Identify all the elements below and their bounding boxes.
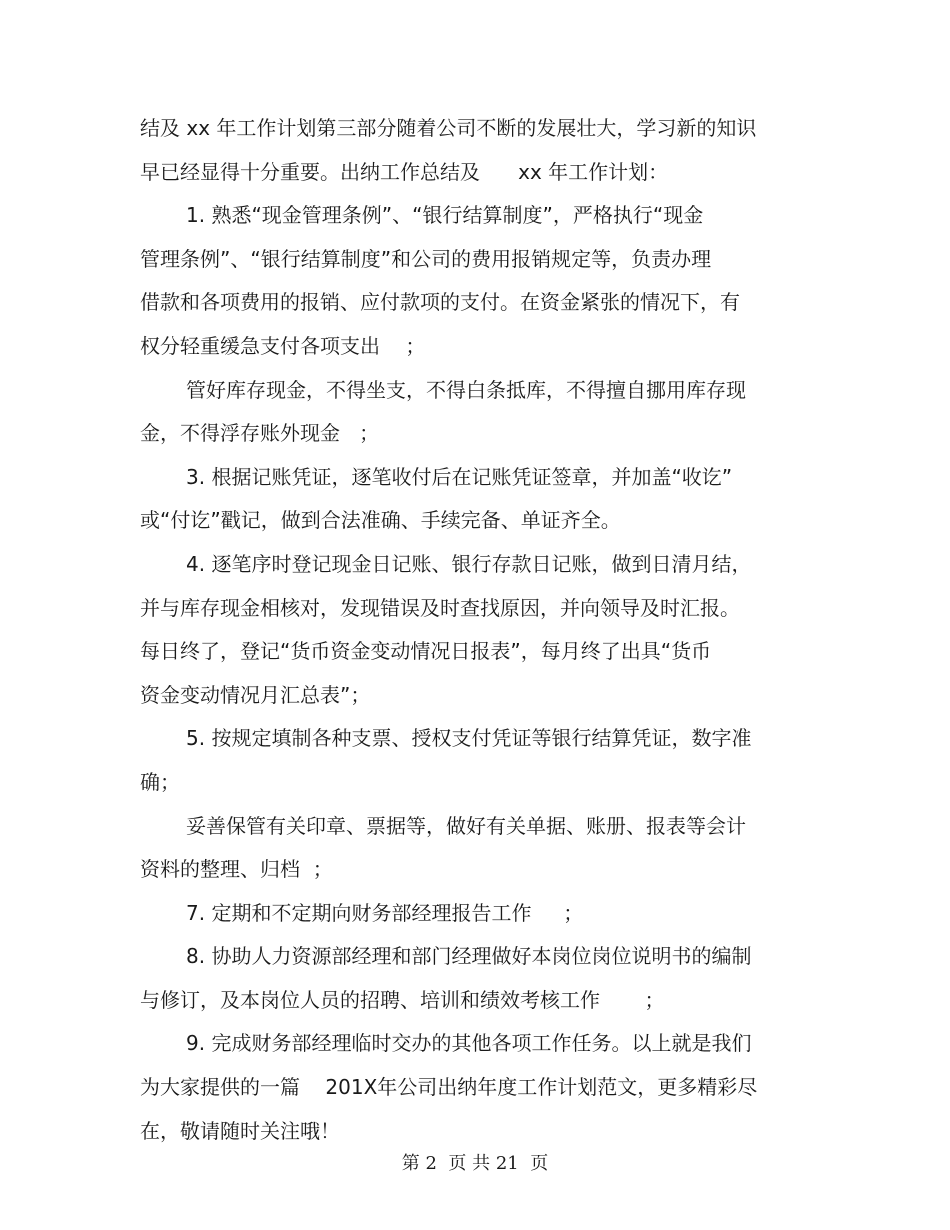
document-body [140, 107, 780, 1153]
text-line: 每日终了，登记“货币资金变动情况日报表”，每月终了出具“货币 [140, 639, 712, 664]
paragraph-start-line: 9. 完成财务部经理临时交办的其他各项工作任务。以上就是我们 [186, 1031, 752, 1056]
text-line: 资料的整理、归档 ； [140, 857, 333, 882]
paragraph-start-line: 3. 根据记账凭证，逐笔收付后在记账凭证签章，并加盖“收讫” [186, 464, 733, 489]
paragraph-start-line: 5. 按规定填制各种支票、授权支付凭证等银行结算凭证，数字准 [186, 726, 752, 751]
text-line: 确； [140, 769, 180, 794]
paragraph-start-line: 管好库存现金，不得坐支，不得白条抵库，不得擅自挪用库存现 [186, 377, 746, 402]
text-line: 借款和各项费用的报销、应付款项的支付。在资金紧张的情况下，有 [140, 290, 740, 315]
text-line: 权分轻重缓急支付各项支出 ； [140, 333, 426, 358]
text-line: 或“付讫”戳记，做到合法准确、手续完备、单证齐全。 [140, 508, 621, 533]
text-line: 金，不得浮存账外现金 ； [140, 421, 380, 446]
text-line: 与修订，及本岗位人员的招聘、培训和绩效考核工作 ； [140, 987, 665, 1012]
paragraph-start-line: 8. 协助人力资源部经理和部门经理做好本岗位岗位说明书的编制 [186, 944, 752, 969]
text-line: 结及 xx 年工作计划第三部分随着公司不断的发展壮大，学习新的知识 [140, 116, 757, 140]
page-number-footer: 第 2 页 共 21 页 [401, 1153, 549, 1174]
text-line: 为大家提供的一篇 201X年公司出纳年度工作计划范文，更多精彩尽 [140, 1075, 758, 1100]
text-line: 并与库存现金相核对，发现错误及时查找原因，并向领导及时汇报。 [140, 595, 740, 620]
text-line: 在，敬请随时关注哦！ [140, 1118, 340, 1143]
paragraph-start-line: 妥善保管有关印章、票据等，做好有关单据、账册、报表等会计 [186, 813, 746, 838]
text-line: 资金变动情况月汇总表”； [140, 682, 371, 707]
text-line: 早已经显得十分重要。出纳工作总结及 xx 年工作计划： [140, 159, 669, 184]
paragraph-start-line: 7. 定期和不定期向财务部经理报告工作 ； [186, 900, 584, 925]
text-line: 管理条例”、“银行结算制度”和公司的费用报销规定等，负责办理 [140, 246, 712, 271]
paragraph-start-line: 1. 熟悉“现金管理条例”、“银行结算制度”，严格执行“现金 [186, 203, 704, 228]
paragraph-start-line: 4. 逐笔序时登记现金日记账、银行存款日记账，做到日清月结， [186, 551, 752, 576]
